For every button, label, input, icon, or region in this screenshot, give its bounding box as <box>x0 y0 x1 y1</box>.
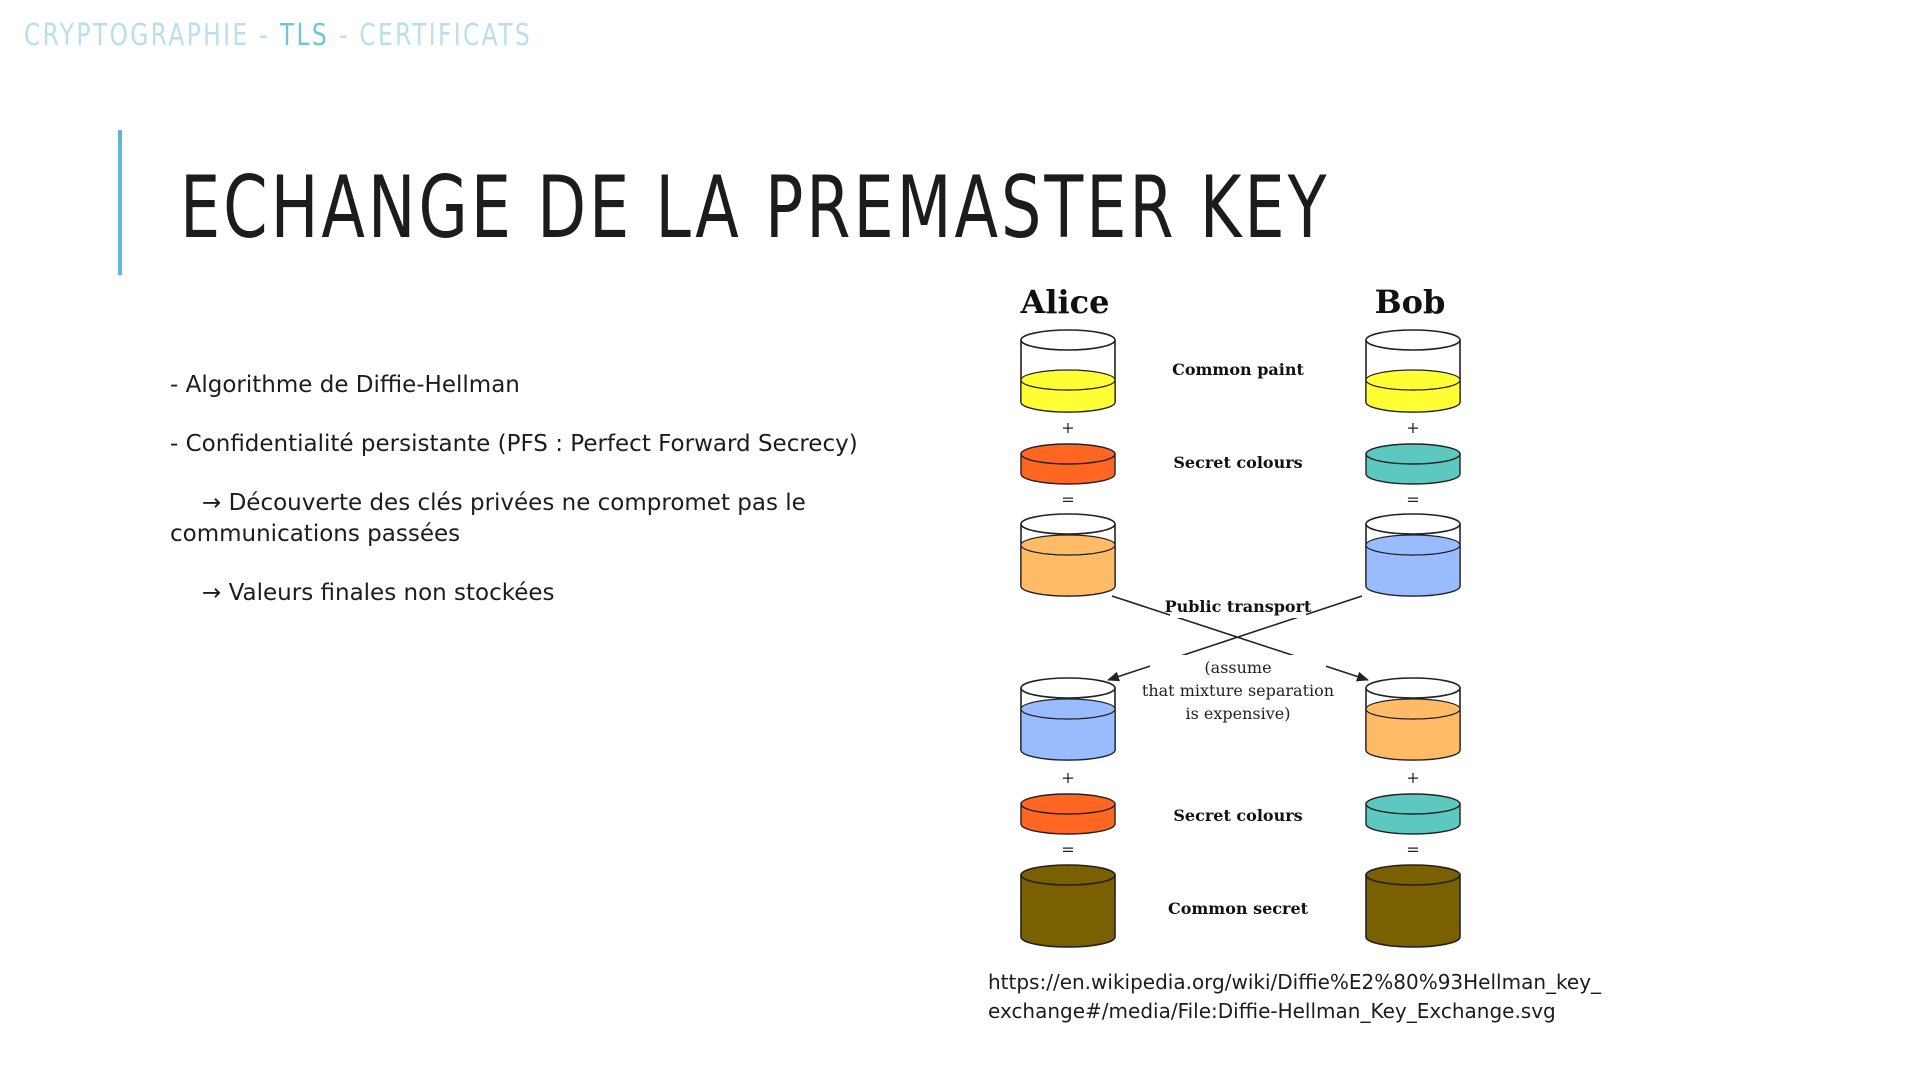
alice-public-mix-cylinder <box>1021 514 1115 596</box>
bullet-private-keys-text: Découverte des clés privées ne compromet pas le communications passées <box>170 490 806 547</box>
plus-sign: + <box>1061 418 1075 437</box>
alice-secret-colour-disc-2 <box>1021 794 1115 834</box>
arrow-icon: → <box>202 490 222 516</box>
bullet-final-values-text: Valeurs finales non stockées <box>228 580 555 606</box>
bob-public-mix-cylinder <box>1366 514 1460 596</box>
bullet-diffie-hellman: - Algorithme de Diffie-Hellman <box>170 372 520 398</box>
common-paint-label: Common paint <box>1172 360 1304 379</box>
breadcrumb-tls: TLS <box>279 18 330 53</box>
plus-sign: + <box>1406 768 1420 787</box>
slide-title: ECHANGE DE LA PREMASTER KEY <box>180 158 1330 258</box>
bob-common-paint-cylinder <box>1366 330 1460 412</box>
plus-sign: + <box>1061 768 1075 787</box>
alice-label: Alice <box>1020 283 1110 321</box>
alice-common-secret-cylinder <box>1021 865 1115 947</box>
source-url: https://en.wikipedia.org/wiki/Diffie%E2%80%93Hellman_key_exchange#/media/File:Diffie-Hellman_Key_Exchange.svg <box>988 970 1602 1023</box>
plus-sign: + <box>1406 418 1420 437</box>
common-secret-label: Common secret <box>1167 899 1309 918</box>
assume-note-line2: that mixture separation <box>1141 681 1335 700</box>
bob-secret-colour-disc <box>1366 444 1460 484</box>
breadcrumb-cryptographie: CRYPTOGRAPHIE - <box>24 18 280 53</box>
bob-common-secret-cylinder <box>1366 865 1460 947</box>
assume-note-line3: is expensive) <box>1185 704 1291 723</box>
bob-received-mix-cylinder <box>1366 678 1460 760</box>
equals-sign: = <box>1061 840 1075 859</box>
alice-received-mix-cylinder <box>1021 678 1115 760</box>
breadcrumb-certificats: - CERTIFICATS <box>329 18 533 53</box>
bob-secret-colour-disc-2 <box>1366 794 1460 834</box>
assume-note-line1: (assume <box>1204 658 1272 677</box>
alice-secret-colour-disc <box>1021 444 1115 484</box>
equals-sign: = <box>1406 840 1420 859</box>
alice-common-paint-cylinder <box>1021 330 1115 412</box>
secret-colours-label-2: Secret colours <box>1173 806 1303 825</box>
bob-label: Bob <box>1374 283 1446 321</box>
equals-sign: = <box>1406 490 1420 509</box>
bullet-pfs: - Confidentialité persistante (PFS : Perfect Forward Secrecy) <box>170 431 858 457</box>
public-transport-label: Public transport <box>1164 597 1312 616</box>
secret-colours-label-1: Secret colours <box>1173 453 1303 472</box>
arrow-icon: → <box>202 580 222 606</box>
equals-sign: = <box>1061 490 1075 509</box>
